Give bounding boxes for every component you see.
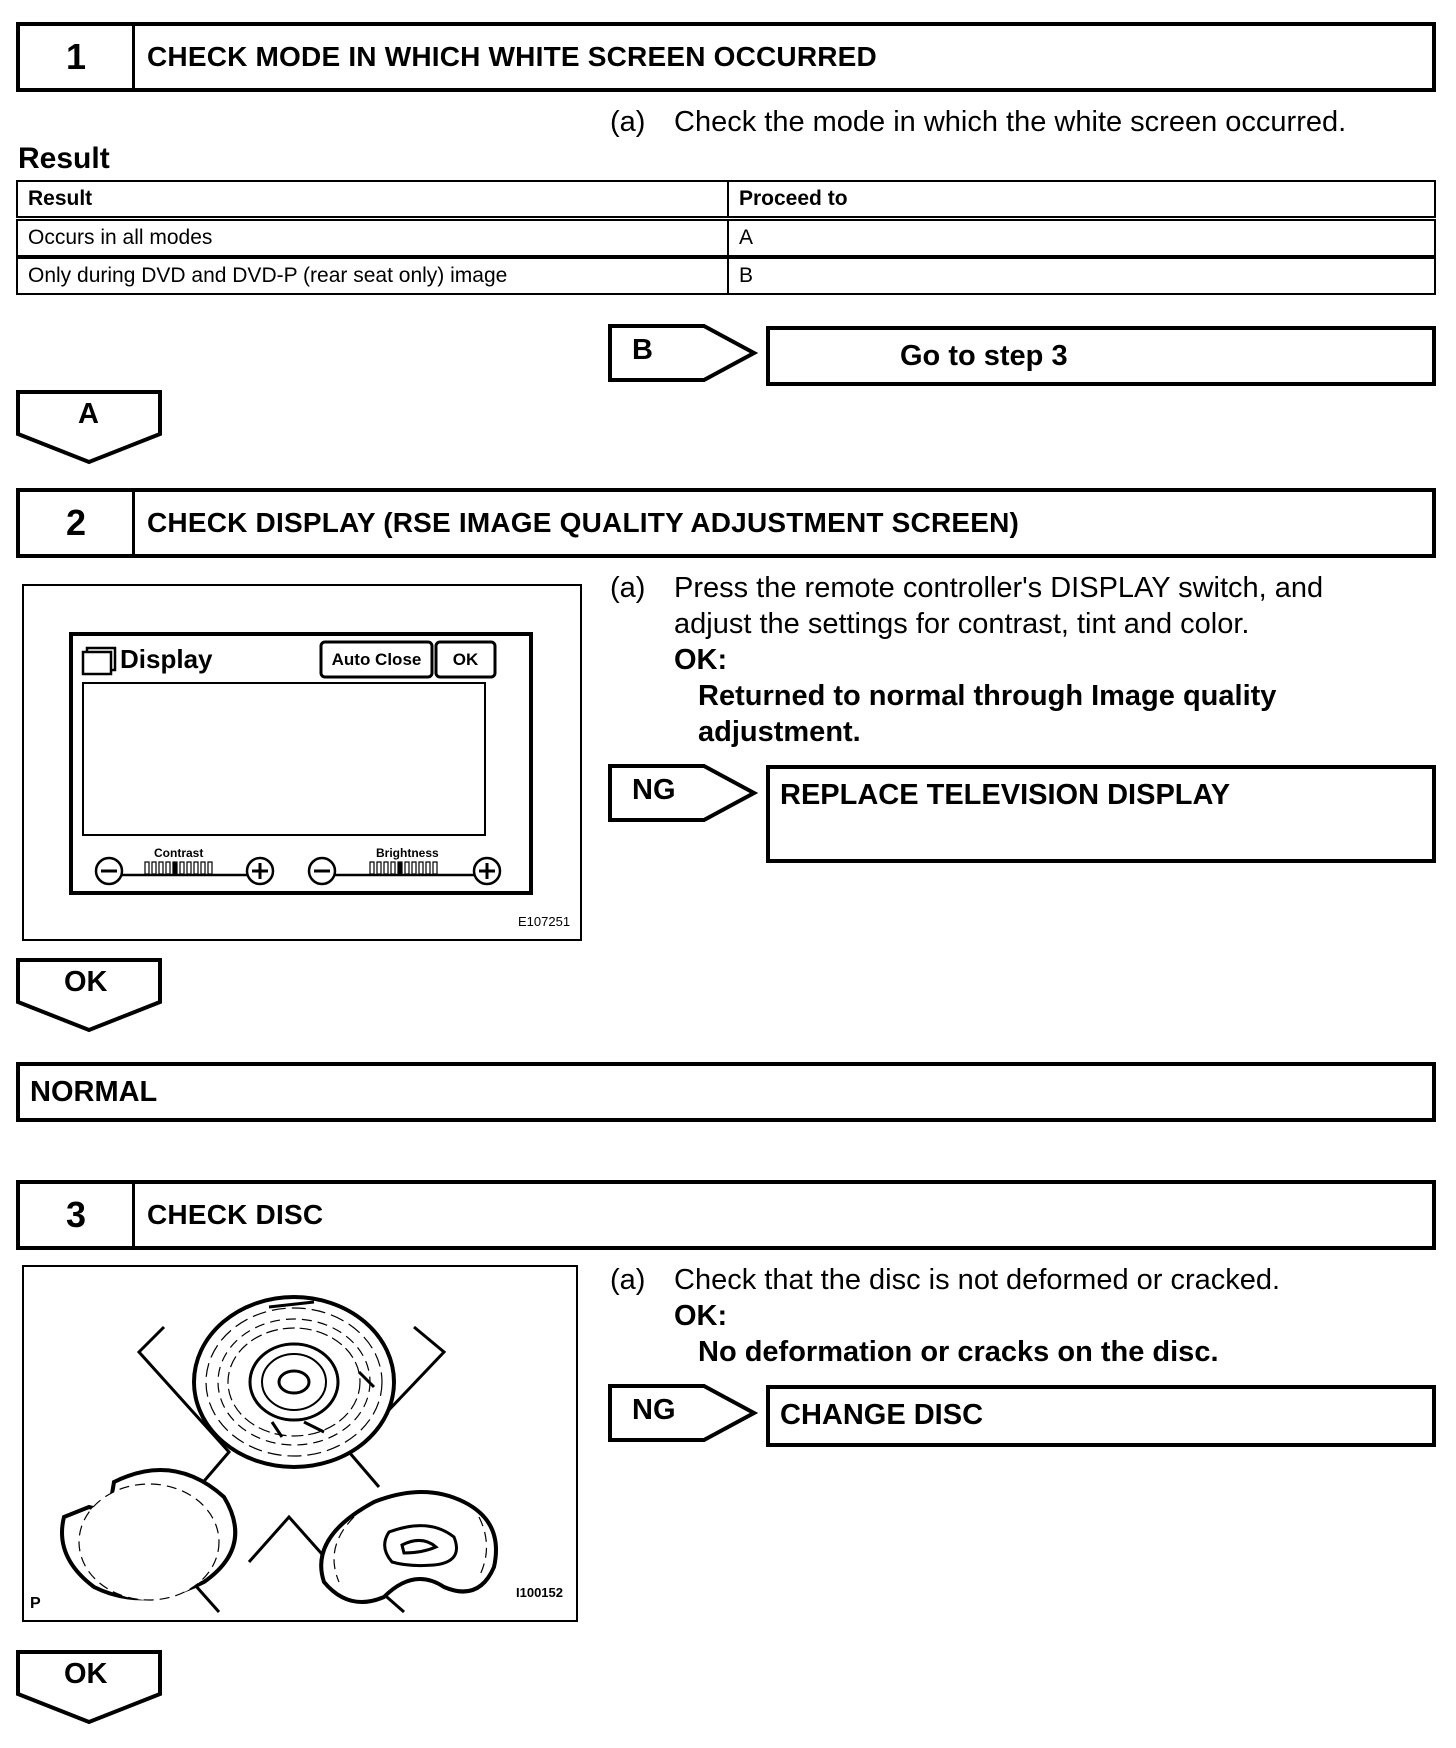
column-header: Proceed to (728, 181, 1435, 219)
instruction-line: Press the remote controller's DISPLAY switch, and (674, 572, 1324, 604)
column-header: Result (17, 181, 728, 219)
display-screen-illustration (24, 586, 580, 939)
table-row (17, 257, 1435, 294)
damaged-disc-illustration (24, 1267, 576, 1620)
go-to-step-3-box[interactable] (766, 326, 1436, 386)
branch-ng-flag[interactable] (608, 1384, 758, 1442)
branch-ok-flag[interactable] (16, 1650, 164, 1726)
flag-label: OK (64, 966, 108, 998)
auto-close-button: Auto Close (331, 650, 422, 669)
disc-damage-figure (22, 1265, 578, 1622)
branch-b-flag[interactable] (608, 324, 758, 382)
replace-television-display-box[interactable] (766, 765, 1436, 863)
instruction-label: (a) (610, 1264, 646, 1296)
result-table (16, 180, 1436, 295)
step-number: 2 (20, 492, 135, 554)
step-3-instruction (610, 1262, 1440, 1372)
target-label: CHANGE DISC (780, 1399, 984, 1431)
table-cell: A (728, 219, 1435, 258)
flag-label: B (632, 334, 653, 366)
step-number: 1 (20, 26, 135, 88)
instruction-label: (a) (610, 572, 646, 604)
step-title: CHECK DISC (147, 1199, 324, 1230)
step-title: CHECK DISPLAY (RSE IMAGE QUALITY ADJUSTMENT SCREEN) (147, 507, 1020, 538)
normal-label: NORMAL (30, 1076, 158, 1108)
instruction-line: adjust the settings for contrast, tint and color. (674, 608, 1250, 640)
display-screen-figure (22, 584, 582, 941)
right-arrow-flag-icon (608, 324, 758, 382)
table-row (17, 219, 1435, 258)
right-arrow-flag-icon (608, 1384, 758, 1442)
brightness-label: Brightness (376, 846, 439, 860)
figure-corner-label: P (30, 1595, 41, 1612)
table-cell: Only during DVD and DVD-P (rear seat only) image (17, 257, 728, 294)
normal-box (16, 1062, 1436, 1122)
instruction-text: Check the mode in which the white screen occurred. (674, 106, 1347, 138)
flag-label: NG (632, 774, 676, 806)
ok-criteria-line: adjustment. (698, 716, 861, 748)
flag-label: OK (64, 1658, 108, 1690)
table-cell: B (728, 257, 1435, 294)
ok-criteria-label: OK: (674, 644, 728, 676)
table-cell: Occurs in all modes (17, 219, 728, 258)
ok-criteria-text: No deformation or cracks on the disc. (698, 1336, 1219, 1368)
instruction-text: Check that the disc is not deformed or cracked. (674, 1264, 1281, 1296)
target-label: Go to step 3 (900, 340, 1068, 372)
figure-id: I100152 (516, 1585, 563, 1600)
step-1-header (16, 22, 1436, 92)
contrast-label: Contrast (154, 846, 204, 860)
branch-ok-flag[interactable] (16, 958, 164, 1034)
step-3-header (16, 1180, 1436, 1250)
figure-id: E107251 (518, 914, 571, 929)
result-heading: Result (18, 142, 110, 175)
right-arrow-flag-icon (608, 764, 758, 822)
flag-label: A (78, 398, 99, 430)
screen-title: Display (120, 644, 213, 674)
branch-a-flag[interactable] (16, 390, 164, 466)
step-number: 3 (20, 1184, 135, 1246)
change-disc-box[interactable] (766, 1385, 1436, 1447)
step-title: CHECK MODE IN WHICH WHITE SCREEN OCCURRED (147, 41, 877, 72)
target-label: REPLACE TELEVISION DISPLAY (780, 779, 1231, 811)
step-2-instruction (610, 570, 1440, 750)
ok-button: OK (452, 650, 479, 669)
ok-criteria-line: Returned to normal through Image quality (698, 680, 1277, 712)
instruction-label: (a) (610, 106, 646, 138)
ok-criteria-label: OK: (674, 1300, 728, 1332)
branch-ng-flag[interactable] (608, 764, 758, 822)
step-1-instruction (610, 104, 1440, 144)
flag-label: NG (632, 1394, 676, 1426)
step-2-header (16, 488, 1436, 558)
